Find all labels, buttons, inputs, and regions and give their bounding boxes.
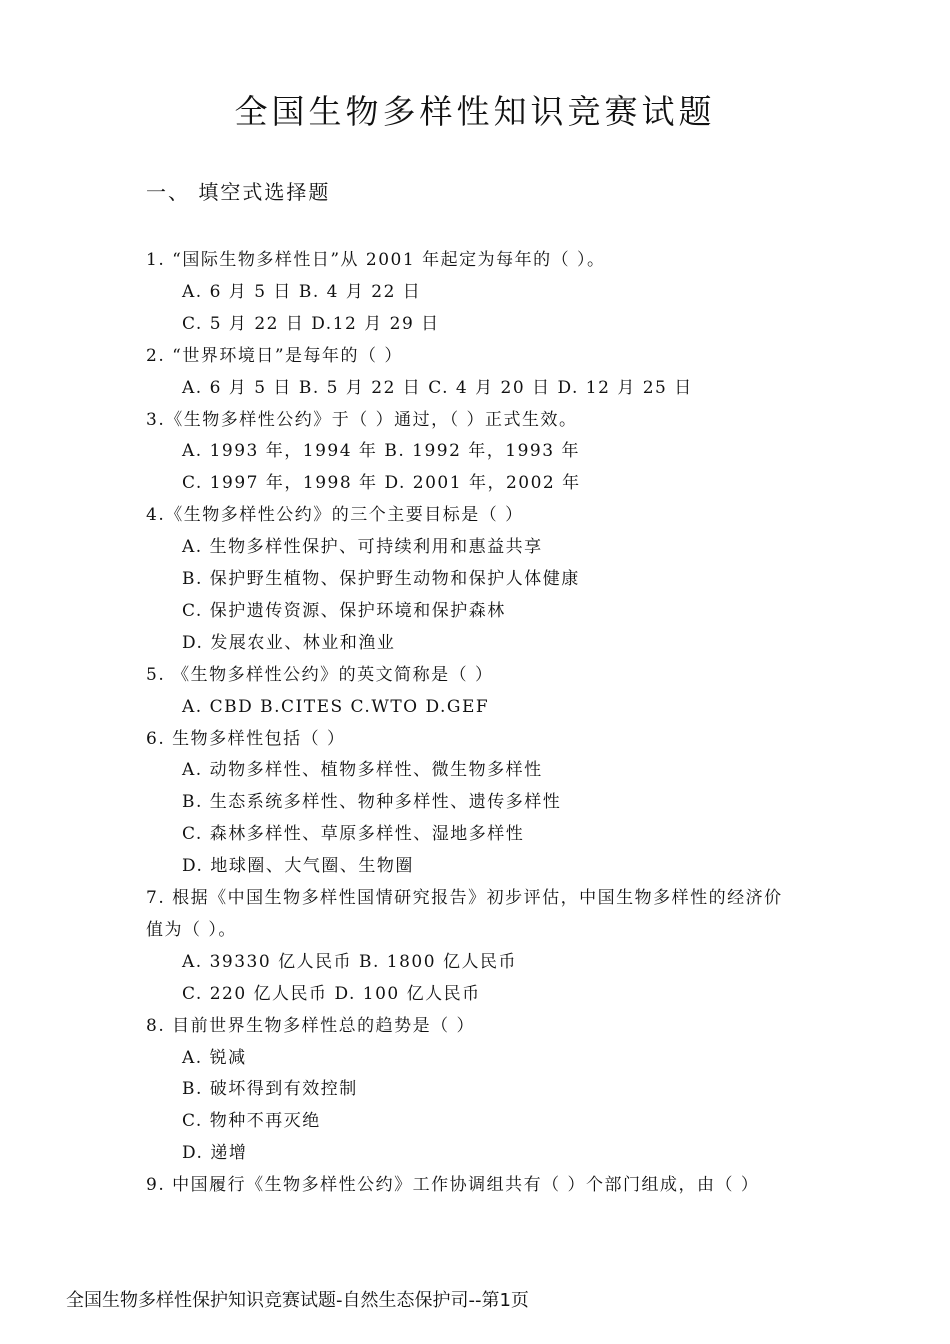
question-stem: 9. 中国履行《生物多样性公约》工作协调组共有（ ）个部门组成，由（ ） [146, 1175, 760, 1195]
question-option: A. 锐减 [182, 1048, 247, 1068]
question-option: B. 破坏得到有效控制 [182, 1079, 358, 1099]
question-stem: 5. 《生物多样性公约》的英文简称是（ ） [146, 665, 494, 685]
question-option: A. 动物多样性、植物多样性、微生物多样性 [182, 760, 543, 780]
question-option: A. 生物多样性保护、可持续利用和惠益共享 [182, 537, 543, 557]
question-stem: 3.《生物多样性公约》于（ ）通过，（ ）正式生效。 [146, 410, 578, 430]
question-option: D. 地球圈、大气圈、生物圈 [182, 856, 414, 876]
question-option: D. 递增 [182, 1143, 248, 1163]
question-stem: 6. 生物多样性包括（ ） [146, 729, 346, 749]
question-stem: 2. “世界环境日”是每年的（ ） [146, 346, 403, 366]
question-stem: 4.《生物多样性公约》的三个主要目标是（ ） [146, 505, 524, 525]
question-stem: 值为（ ）。 [146, 920, 237, 940]
question-option: C. 220 亿人民币 D. 100 亿人民币 [182, 984, 481, 1004]
question-option: C. 森林多样性、草原多样性、湿地多样性 [182, 824, 525, 844]
section-heading: 一、 填空式选择题 [146, 180, 331, 204]
question-option: A. 39330 亿人民币 B. 1800 亿人民币 [182, 952, 517, 972]
question-option: B. 保护野生植物、保护野生动物和保护人体健康 [182, 569, 580, 589]
question-option: D. 发展农业、林业和渔业 [182, 633, 396, 653]
question-stem: 7. 根据《中国生物多样性国情研究报告》初步评估，中国生物多样性的经济价 [146, 888, 783, 908]
page-footer: 全国生物多样性保护知识竞赛试题-自然生态保护司--第1页 [66, 1290, 529, 1311]
question-option: A. CBD B.CITES C.WTO D.GEF [182, 697, 490, 717]
question-option: C. 物种不再灭绝 [182, 1111, 321, 1131]
question-option: C. 5 月 22 日 D.12 月 29 日 [182, 314, 440, 334]
question-option: A. 1993 年，1994 年 B. 1992 年，1993 年 [182, 441, 580, 461]
question-option: C. 保护遗传资源、保护环境和保护森林 [182, 601, 506, 621]
document-title: 全国生物多样性知识竞赛试题 [234, 92, 716, 131]
question-stem: 1. “国际生物多样性日”从 2001 年起定为每年的（ ）。 [146, 250, 606, 270]
question-stem: 8. 目前世界生物多样性总的趋势是（ ） [146, 1016, 476, 1036]
question-option: B. 生态系统多样性、物种多样性、遗传多样性 [182, 792, 562, 812]
question-option: C. 1997 年，1998 年 D. 2001 年，2002 年 [182, 473, 581, 493]
question-option: A. 6 月 5 日 B. 5 月 22 日 C. 4 月 20 日 D. 12 月 25 日 [182, 378, 693, 398]
question-option: A. 6 月 5 日 B. 4 月 22 日 [182, 282, 422, 302]
